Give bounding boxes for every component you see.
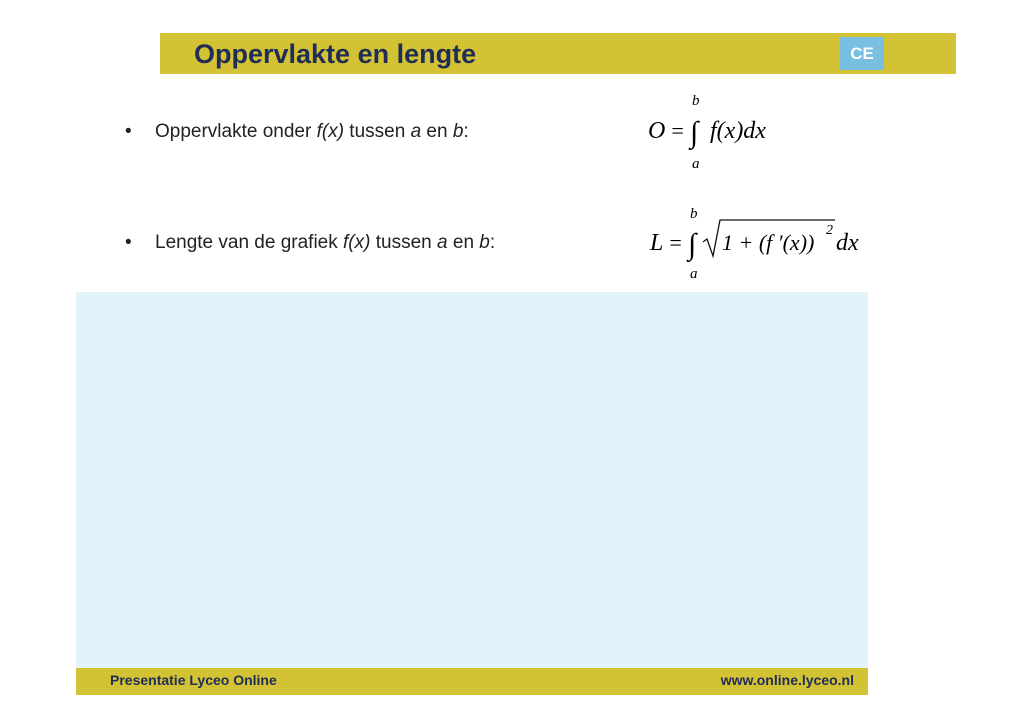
formula-lhs: O xyxy=(648,118,666,144)
bullet-text: en xyxy=(421,121,453,142)
footer-presentation-label: Presentatie Lyceo Online xyxy=(110,672,277,688)
bullet-length xyxy=(125,229,495,257)
lower-limit: a xyxy=(690,266,698,282)
upper-limit: b xyxy=(692,93,700,109)
bullet-function: f(x) xyxy=(343,232,371,253)
bullet-marker: • xyxy=(125,232,132,253)
bullet-text: tussen xyxy=(370,232,438,253)
slide-title: Oppervlakte en lengte xyxy=(194,39,477,69)
bullet-var-b: b xyxy=(452,121,464,142)
bullet-text: tussen xyxy=(344,121,411,142)
length-formula xyxy=(640,200,870,286)
bullet-var-a: a xyxy=(410,121,422,142)
formula-equals: = xyxy=(670,118,685,143)
integral-sign: ∫ xyxy=(690,116,699,149)
footer-website-link[interactable]: www.online.lyceo.nl xyxy=(720,672,854,688)
bullet-text: Lengte van de grafiek xyxy=(155,232,344,253)
ce-badge: CE xyxy=(840,37,884,70)
formula-equals: = xyxy=(668,230,683,255)
radicand: 1 + (f ′(x)) xyxy=(722,230,815,255)
integral-sign: ∫ xyxy=(688,228,697,261)
differential: dx xyxy=(836,230,859,256)
bullet-text: : xyxy=(489,232,496,253)
bullet-text: : xyxy=(463,121,469,142)
bullet-text: Oppervlakte onder xyxy=(155,121,317,142)
integrand: f(x)dx xyxy=(710,118,766,144)
bullet-var-a: a xyxy=(437,232,448,253)
area-formula xyxy=(640,88,800,174)
bullet-area xyxy=(125,118,469,146)
content-panel xyxy=(76,292,868,668)
footer-bar xyxy=(76,668,868,695)
header-bar xyxy=(160,33,956,74)
bullet-marker: • xyxy=(125,121,132,142)
bullet-text: en xyxy=(447,232,480,253)
upper-limit: b xyxy=(690,206,698,222)
formula-lhs: L xyxy=(650,230,664,256)
lower-limit: a xyxy=(692,156,700,172)
footer-divider xyxy=(76,695,868,697)
bullet-function: f(x) xyxy=(316,121,345,142)
bullet-var-b: b xyxy=(479,232,490,253)
exponent: 2 xyxy=(826,223,833,238)
